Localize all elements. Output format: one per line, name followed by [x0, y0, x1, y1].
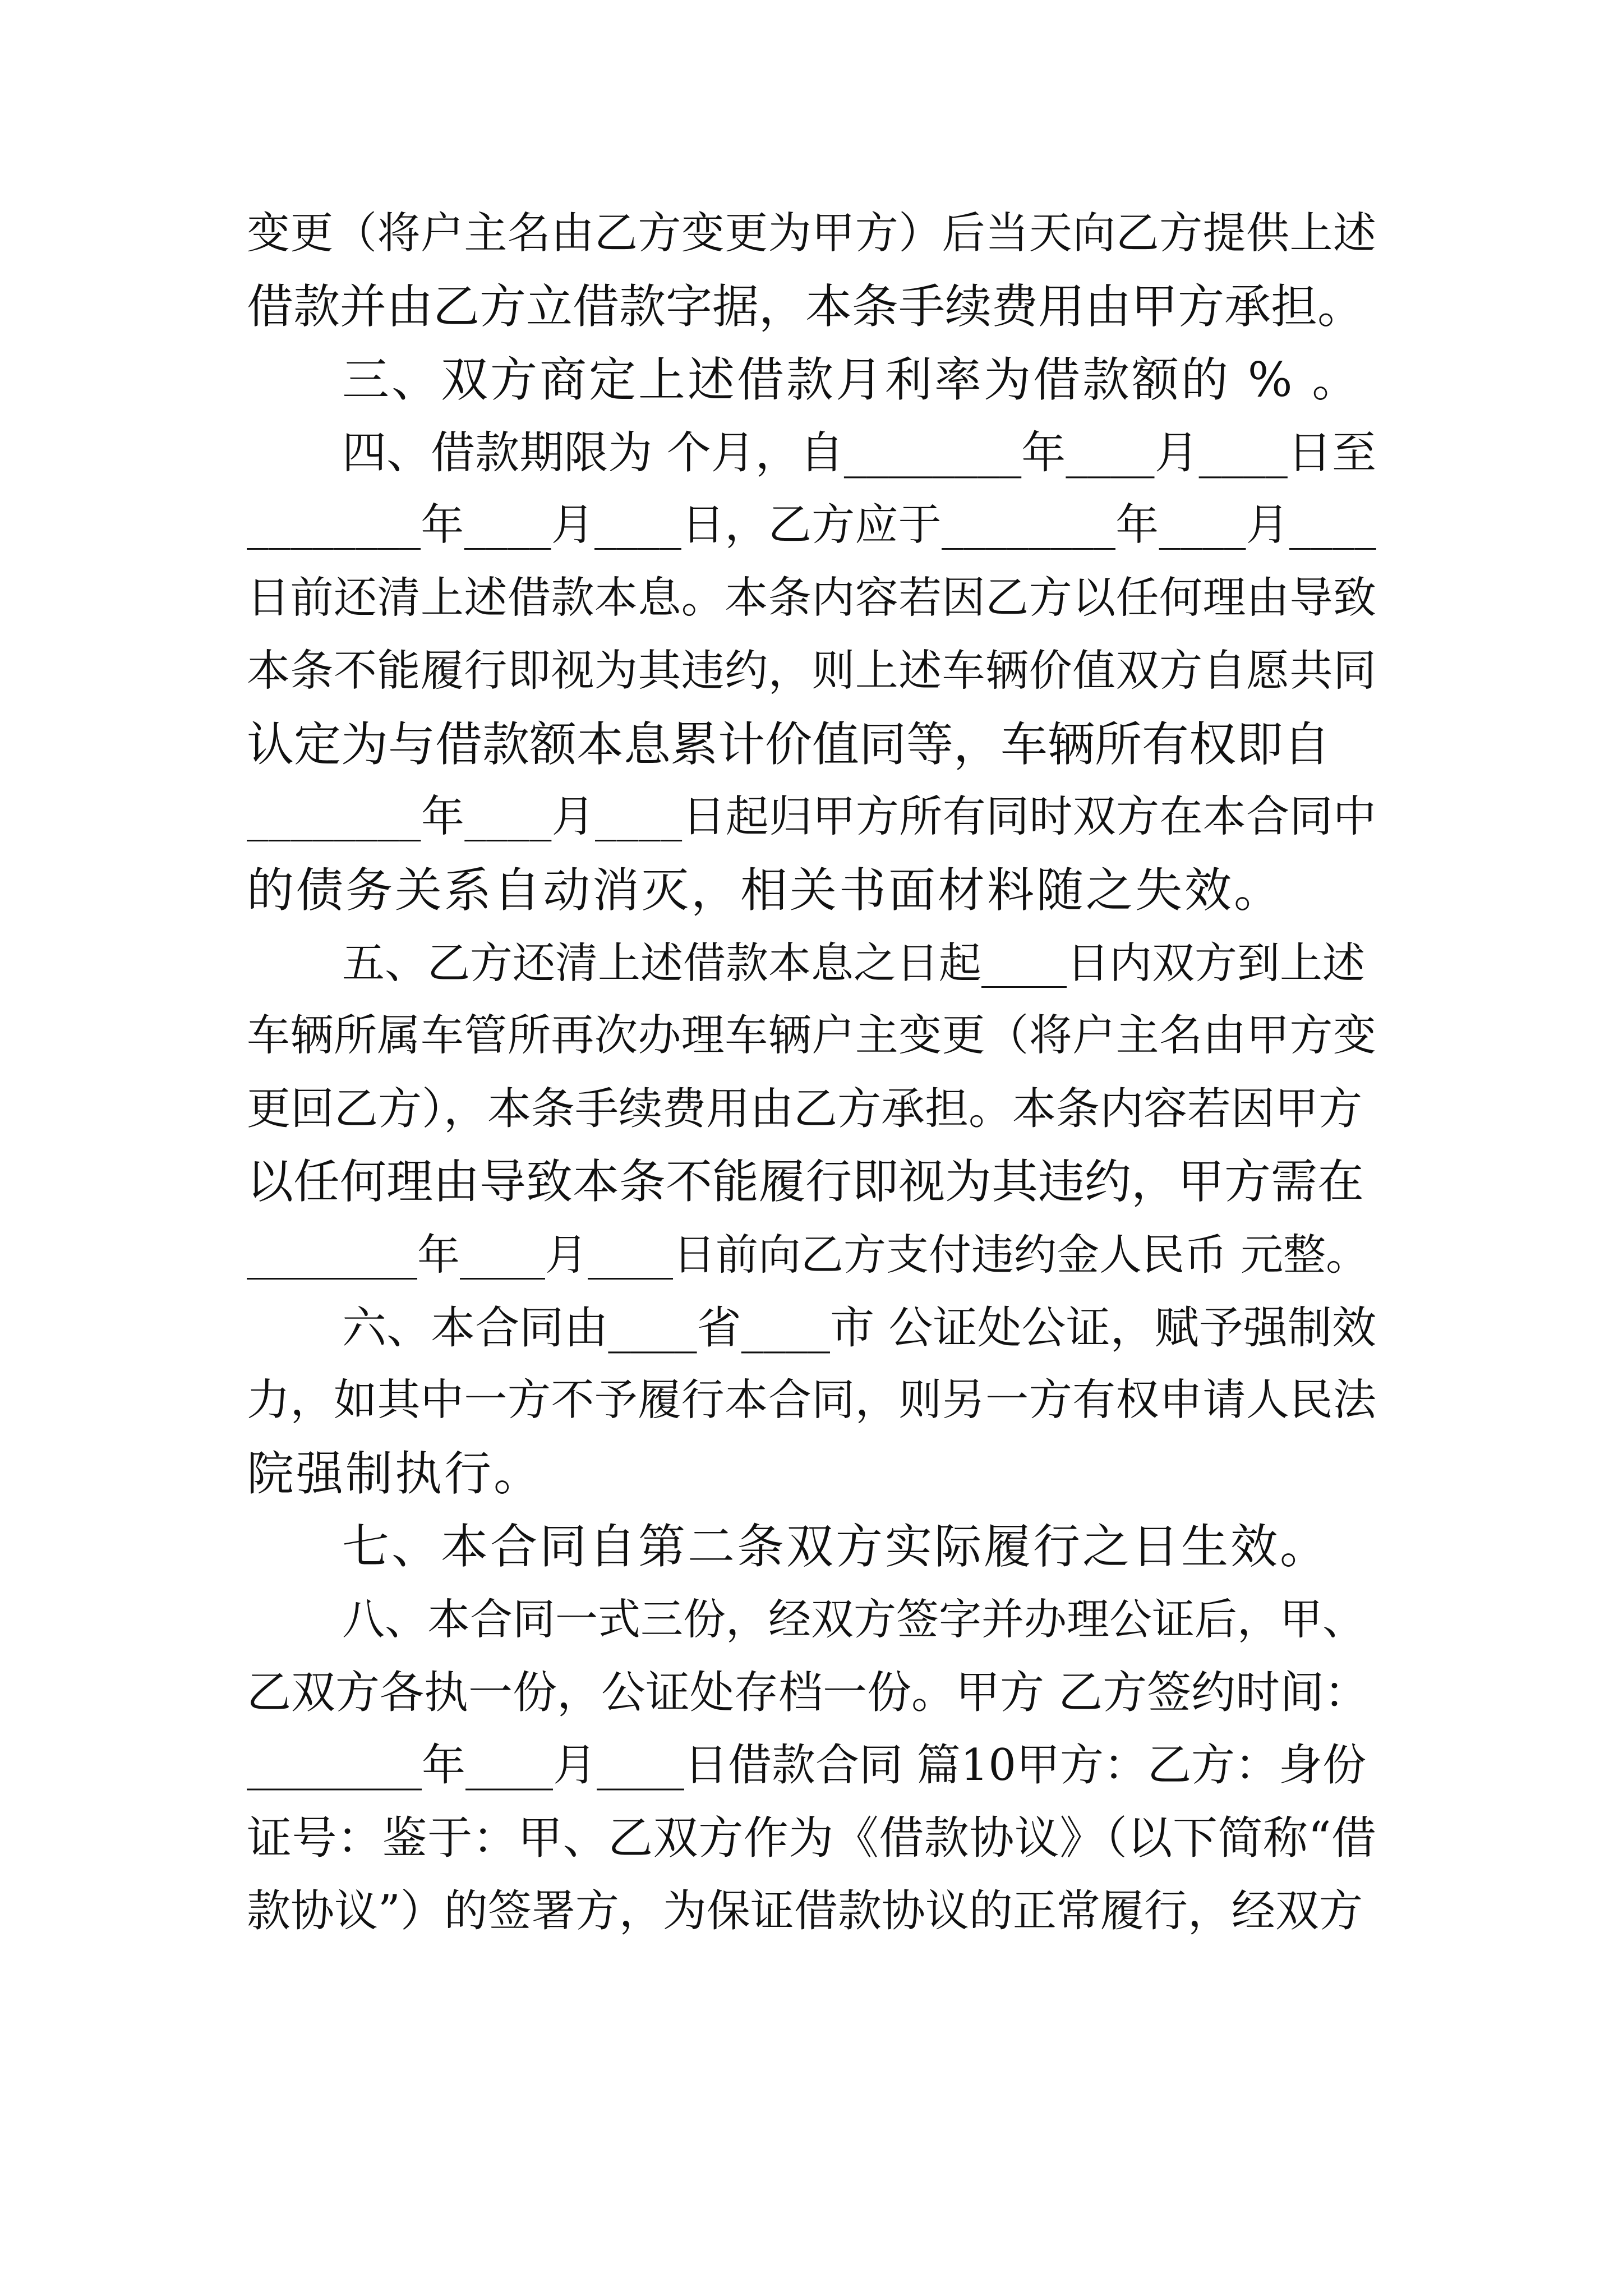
text-line: 变更（将户主名由乙方变更为甲方）后当天向乙方提供上述: [247, 209, 1377, 259]
text-line: 三、双方商定上述借款月利率为借款额的 % 。: [342, 352, 1362, 407]
text-line: 证号：鉴于：甲、乙双方作为《借款协议》（以下简称“借: [247, 1812, 1377, 1864]
text-line: 七、本合同自第二条双方实际履行之日生效。: [342, 1519, 1330, 1574]
text-line: 车辆所属车管所再次办理车辆户主变更（将户主名由甲方变: [247, 1011, 1377, 1061]
text-line: 八、本合同一式三份，经双方签字并办理公证后，甲、: [342, 1594, 1365, 1644]
text-line: 院强制执行。: [247, 1446, 543, 1501]
text-line: 日前还清上述借款本息。本条内容若因乙方以任何理由导致: [247, 573, 1377, 623]
text-line: 五、乙方还清上述借款本息之日起____日内双方到上述: [342, 938, 1365, 988]
text-line: ________年____月____日，乙方应于________年____月____: [247, 500, 1377, 550]
text-line: 认定为与借款额本息累计价值同等，车辆所有权即自: [247, 717, 1331, 772]
text-line: ________年____月____日起归甲方所有同时双方在本合同中: [247, 792, 1377, 842]
text-line: 的债务关系自动消灭，相关书面材料随之失效。: [247, 863, 1284, 918]
text-line: 力，如其中一方不予履行本合同，则另一方有权申请人民法: [247, 1375, 1377, 1425]
text-line: 款协议”）的签署方，为保证借款协议的正常履行，经双方: [247, 1886, 1363, 1936]
text-line: 四、借款期限为 个月，自________年____月____日至: [342, 427, 1377, 478]
text-line: 更回乙方），本条手续费用由乙方承担。本条内容若因甲方: [247, 1084, 1363, 1134]
text-line: ________年____月____日借款合同 篇10甲方：乙方：身份: [247, 1740, 1367, 1791]
text-line: 以任何理由导致本条不能履行即视为其违约，甲方需在: [247, 1154, 1364, 1209]
text-line: 借款并由乙方立借款字据，本条手续费用由甲方承担。: [247, 279, 1364, 334]
text-line: 本条不能履行即视为其违约，则上述车辆价值双方自愿共同: [247, 646, 1377, 696]
text-line: 乙双方各执一份，公证处存档一份。甲方 乙方签约时间：: [247, 1667, 1369, 1718]
text-line: ________年____月____日前向乙方支付违约金人民币 元整。: [247, 1230, 1369, 1280]
text-line: 六、本合同由____省____市 公证处公证，赋予强制效: [342, 1302, 1377, 1354]
